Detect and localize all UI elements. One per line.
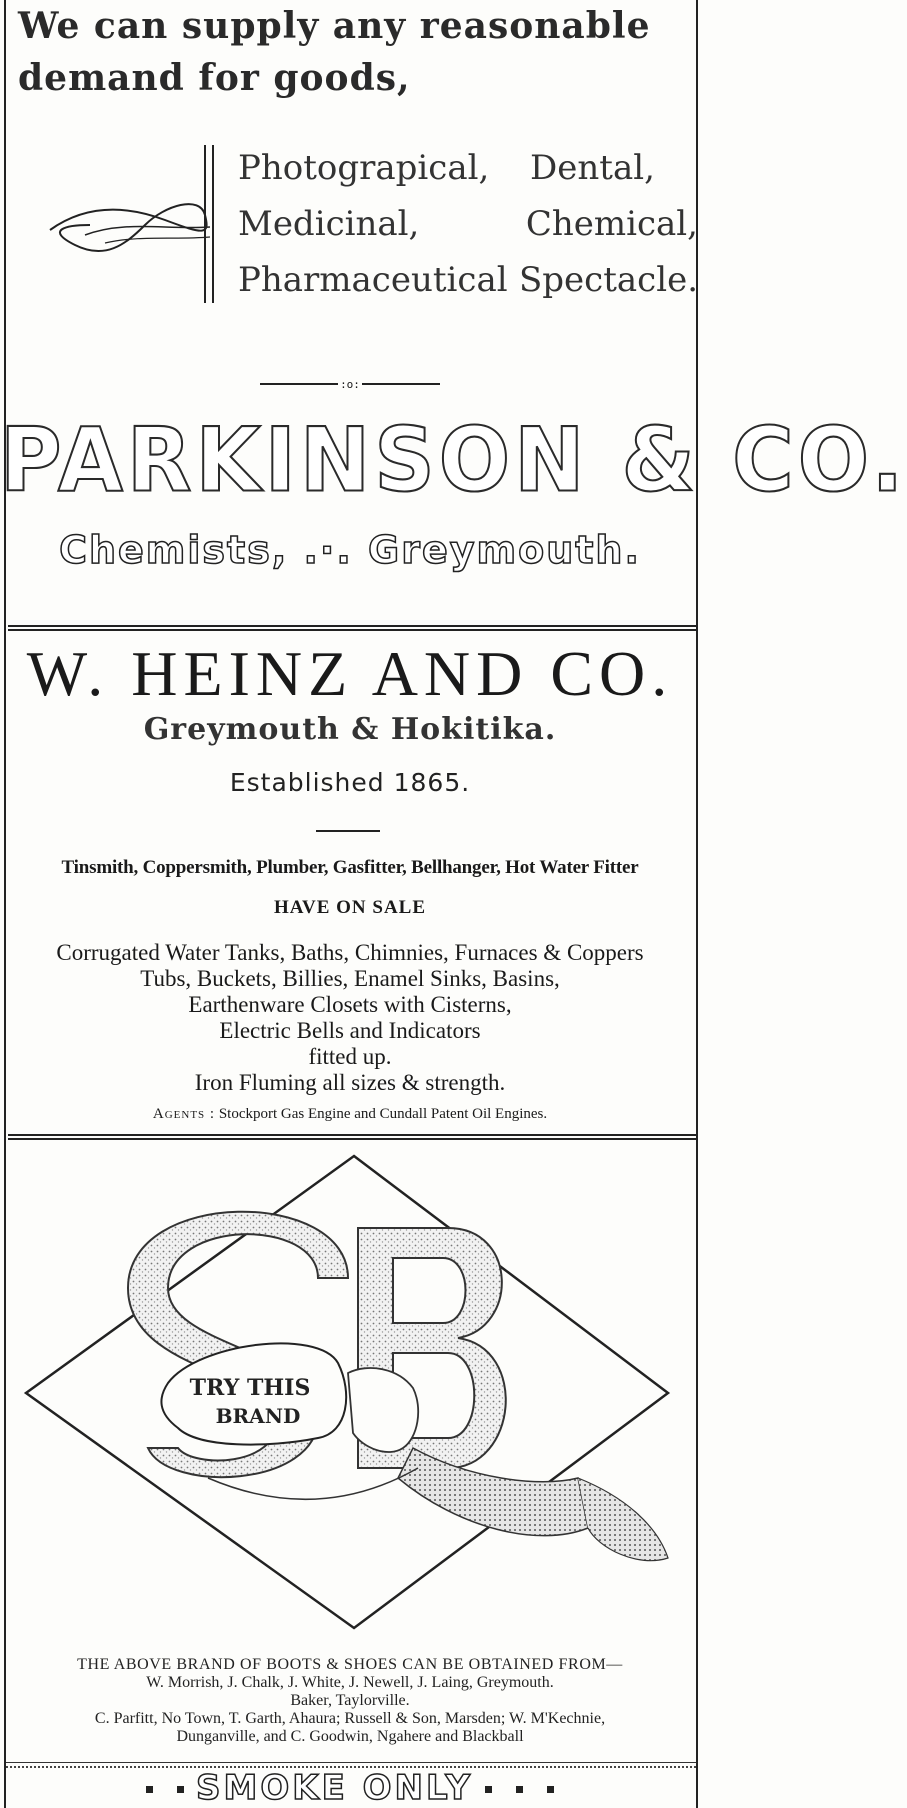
heinz-trades: Tinsmith, Coppersmith, Plumber, Gasfitter, Bellhanger, Hot Water Fitter [61,857,639,878]
goods-row [238,196,698,252]
boots-stockists [0,1656,700,1746]
ornament-dot [146,1786,153,1793]
section-divider [8,625,696,631]
hand-shape [348,1368,418,1452]
goods-item: Spectacle. [519,260,698,300]
ornament-dot [177,1786,184,1793]
ornament-dot [485,1786,492,1793]
heinz-agents [0,1106,700,1123]
separator-mark: :o: [340,377,360,391]
agents-label: Agents : [152,1106,216,1122]
sleeve-cuff [398,1448,588,1536]
heinz-established: Established 1865. [229,768,471,797]
goods-line: Earthenware Closets with Cisterns, [188,992,512,1017]
smoke-text: SMOKE ONLY [196,1768,473,1808]
heinz-goods-list [0,940,700,1096]
goods-line: Iron Fluming all sizes & strength. [194,1070,506,1095]
parkinson-intro [18,0,698,104]
intro-line-2: demand for goods, [18,57,411,99]
intro-line-1: We can supply any reasonable [18,5,651,47]
goods-item: Medicinal, [238,204,420,244]
agents-text: Stockport Gas Engine and Cundall Patent Oil Engines. [218,1106,548,1122]
stockists-line: W. Morrish, J. Chalk, J. White, J. Newell, J. Laing, Greymouth. [146,1674,554,1691]
double-vertical-bars [204,145,214,303]
goods-line: Electric Bells and Indicators [219,1018,481,1043]
goods-line: fitted up. [308,1044,392,1069]
brand-logo-illustration [18,1148,690,1638]
goods-row [238,252,698,308]
stockists-line: Dunganville, and C. Goodwin, Ngahere and Blackball [176,1728,524,1745]
ornament-dot [547,1786,554,1793]
sign-text-line2: BRAND [215,1404,301,1428]
goods-item: Dental, [530,148,655,188]
parkinson-firm-line: Chemists, .·. Greymouth. [59,528,641,572]
goods-item: Pharmaceutical [238,260,508,300]
short-divider [316,830,380,832]
goods-list-grid [238,140,698,308]
parkinson-firm-name: PARKINSON & CO. [0,408,907,512]
sign-text-line1: TRY THIS [189,1375,311,1401]
section-divider [8,1134,696,1140]
goods-line: Tubs, Buckets, Billies, Enamel Sinks, Basins, [140,966,560,991]
goods-row [238,140,698,196]
cuff-lace [578,1478,668,1561]
small-separator [260,374,440,394]
ornament-dot [516,1786,523,1793]
goods-item: Photograpical, [238,148,490,188]
heinz-places: Greymouth & Hokitika. [143,712,557,747]
sale-heading: HAVE ON SALE [273,897,427,918]
smoke-only-heading [0,1768,700,1808]
stockists-line: Baker, Taylorville. [290,1692,410,1709]
goods-line: Corrugated Water Tanks, Baths, Chimnies, Furnaces & Coppers [56,940,644,965]
goods-item: Chemical, [525,204,698,244]
flourish-ornament [45,185,215,265]
stockists-heading: THE ABOVE BRAND OF BOOTS & SHOES CAN BE OBTAINED FROM— [77,1656,623,1673]
heinz-firm-name: W. HEINZ AND CO. [26,638,674,709]
stockists-line: C. Parfitt, No Town, T. Garth, Ahaura; Russell & Son, Marsden; W. M'Kechnie, [94,1710,606,1727]
